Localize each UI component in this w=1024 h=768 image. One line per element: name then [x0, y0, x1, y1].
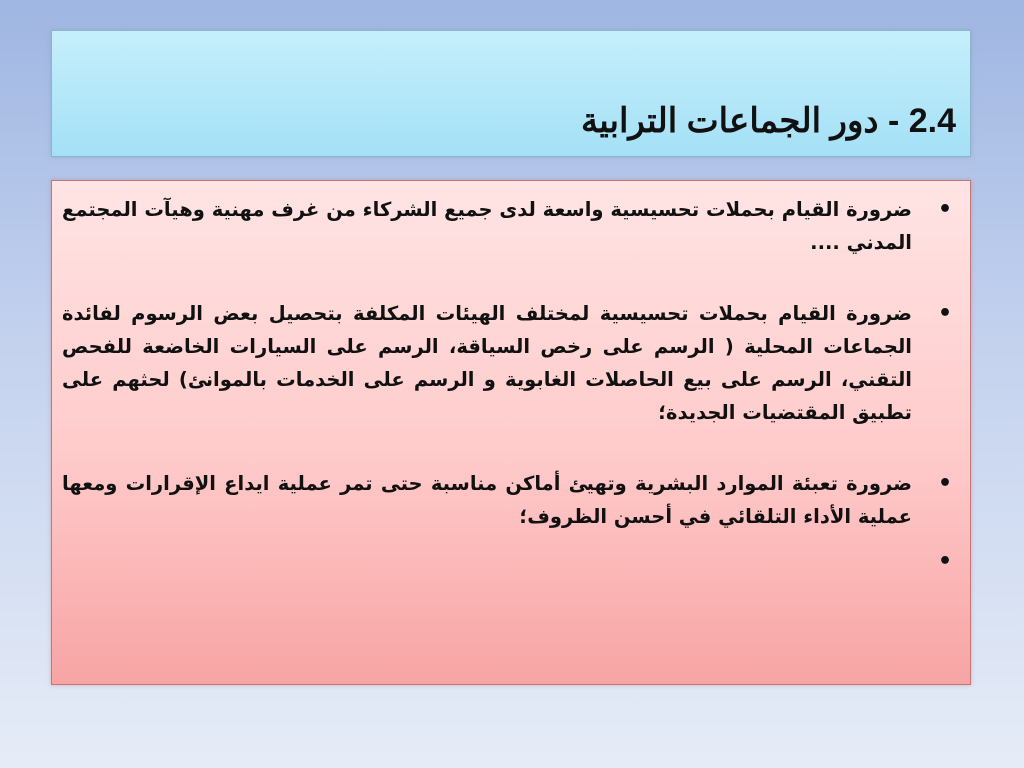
bullet-dot-icon: •	[937, 471, 952, 496]
content-box	[51, 180, 971, 685]
bullet-item	[62, 545, 956, 578]
bullet-dot-icon: •	[937, 197, 952, 222]
bullet-text: ضرورة القيام بحملات تحسيسية واسعة لدى جميع الشركاء من غرف مهنية وهيآت المجتمع المدني ....	[62, 198, 912, 254]
bullet-item	[62, 467, 956, 533]
bullet-text: ضرورة تعبئة الموارد البشرية وتهيئ أماكن مناسبة حتى تمر عملية ايداع الإقرارات ومعها عملية الأداء التلقائي في أحسن الظروف؛	[62, 472, 912, 528]
bullet-item	[62, 193, 956, 259]
bullet-dot-icon: •	[937, 549, 952, 574]
bullet-text: ضرورة القيام بحملات تحسيسية لمختلف الهيئات المكلفة بتحصيل بعض الرسوم لفائدة الجماعات المحلية ( الرسم على رخص السياقة، الرسم على السيارات الخاضعة للفحص التقني، الرسم على بيع الحاصلات الغابوية و الرسم على الخدمات بالموانئ) لحثهم على تطبيق المقتضيات الجديدة؛	[62, 302, 912, 424]
slide-title: 2.4 - دور الجماعات الترابية	[581, 102, 956, 140]
bullet-list	[62, 193, 956, 578]
bullet-item	[62, 297, 956, 429]
title-box	[51, 30, 971, 157]
bullet-dot-icon: •	[937, 301, 952, 326]
